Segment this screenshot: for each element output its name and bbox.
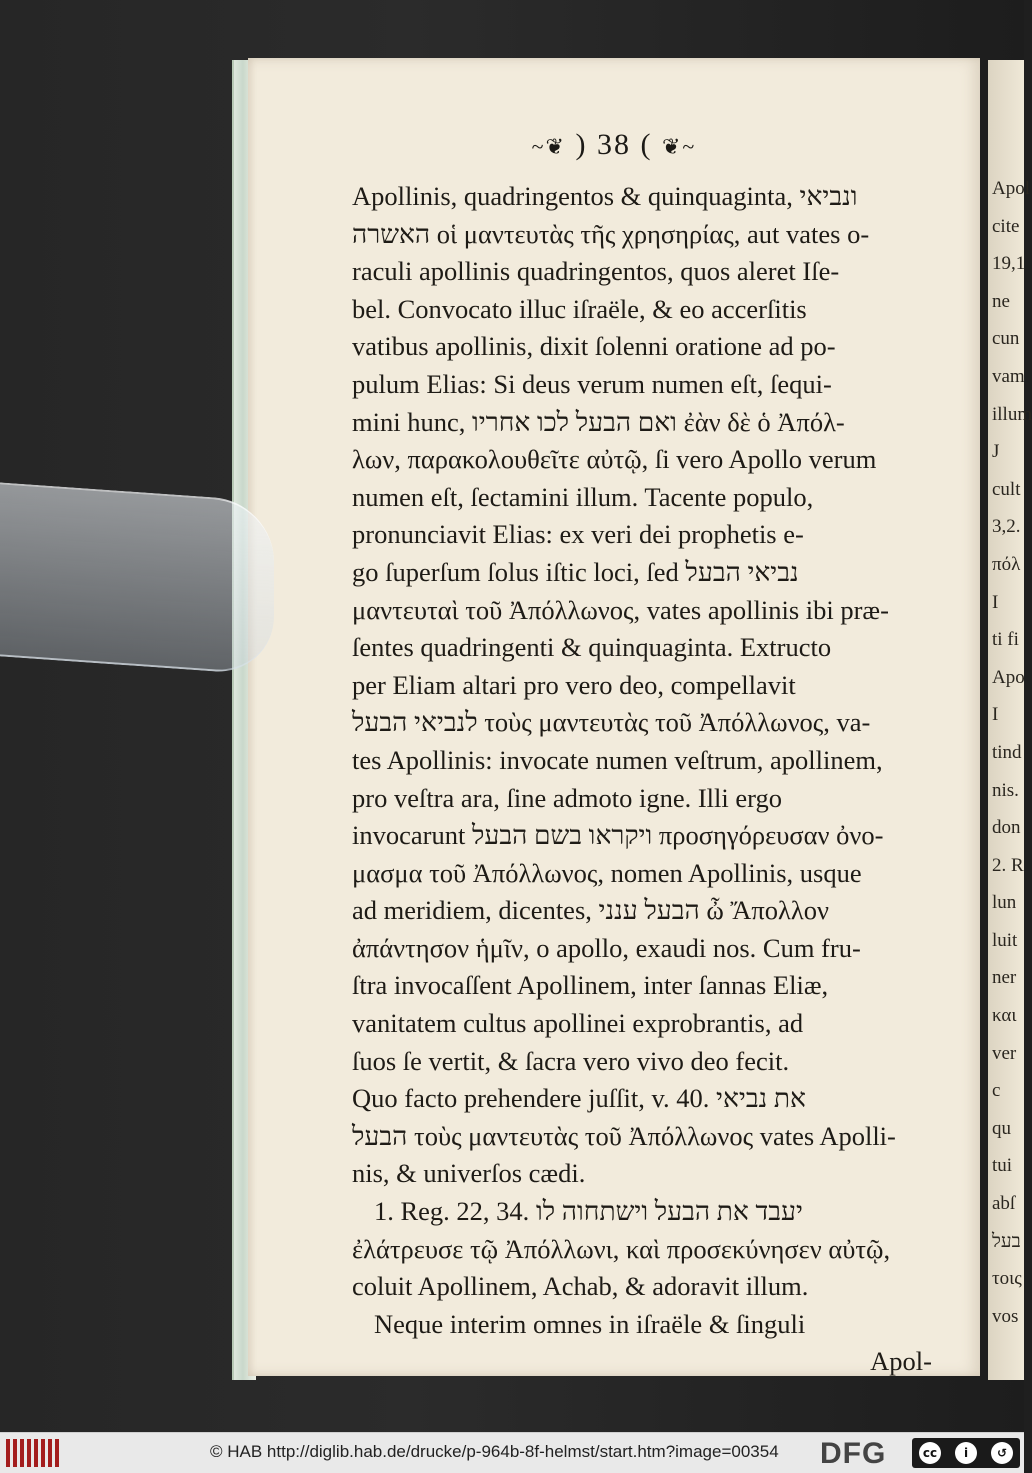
adjacent-page-fragment: cite: [992, 215, 1020, 237]
adjacent-page-fragment: Apo: [992, 666, 1025, 688]
footer-bar: [0, 1432, 1024, 1473]
text-line: go ſuperſum ſolus iſtic loci, ſed נביאי הבעל: [352, 556, 799, 587]
adjacent-page-fragment: 19,1: [992, 253, 1026, 275]
dfg-logo: DFG: [820, 1437, 887, 1470]
adjacent-page-fragment: και: [992, 1005, 1017, 1027]
adjacent-page-fragment: ver: [992, 1042, 1017, 1064]
text-line: pronunciavit Elias: ex veri dei prophetis e-: [352, 519, 804, 550]
adjacent-page-fragment: don: [992, 817, 1021, 839]
text-line: invocarunt ויקראו בשם הבעל προσηγόρευσαν ὀνο-: [352, 820, 884, 851]
text-line: per Eliam altari pro vero deo, compellavit: [352, 669, 796, 700]
glass-ruler: [0, 482, 274, 675]
text-line: ἀπάντησον ἡμῖν, o apollo, exaudi nos. Cum fru-: [352, 932, 861, 963]
adjacent-page-fragment: qu: [992, 1117, 1011, 1139]
adjacent-page-fragment: c: [992, 1080, 1001, 1102]
text-line: pulum Elias: Si deus verum numen eſt, ſequi-: [352, 368, 832, 399]
page-text: [352, 178, 932, 1381]
adjacent-page-fragment: ner: [992, 967, 1017, 989]
text-line: הבעל τοὺς μαντευτὰς τοῦ Ἀπόλλωνος vates Apolli-: [352, 1120, 896, 1151]
text-line: 1. Reg. 22, 34. יעבד את הבעל וישתחוה לו: [374, 1196, 803, 1227]
adjacent-page-fragment: cult: [992, 478, 1021, 500]
text-line: האשרה οἱ μαντευτὰς τῆς χρησηρίας, aut vates o-: [352, 218, 870, 249]
left-ornament: ~❦: [531, 134, 566, 159]
adjacent-page-fragment: vam: [992, 365, 1025, 387]
text-line: coluit Apollinem, Achab, & adoravit illum.: [352, 1271, 809, 1302]
by-icon: i: [955, 1442, 977, 1464]
adjacent-page-text: [992, 170, 1032, 1335]
text-line: Neque interim omnes in iſraële & ſinguli: [374, 1308, 806, 1339]
text-line: ad meridiem, dicentes, הבעל ענני ὦ Ἄπολλον: [352, 895, 829, 926]
text-line: Quo facto prehendere juſſit, v. 40. את נביאי: [352, 1083, 806, 1114]
text-line: mini hunc, ואם הבעל לכו אחריו ἐὰν δὲ ὁ Ἀπόλ-: [352, 406, 845, 437]
text-line: μαντευταὶ τοῦ Ἀπόλλωνος, vates apollinis ibi præ-: [352, 594, 889, 625]
adjacent-page-fragment: illum: [992, 403, 1032, 425]
text-line: vatibus apollinis, dixit ſolenni oratione ad po-: [352, 331, 836, 362]
adjacent-page-fragment: nis.: [992, 779, 1019, 801]
adjacent-page-fragment: vos: [992, 1305, 1019, 1327]
adjacent-page-fragment: I: [992, 591, 999, 613]
right-ornament: ❦~: [661, 134, 697, 159]
cc-license-icon[interactable]: [912, 1438, 1020, 1468]
adjacent-page-fragment: I: [992, 704, 999, 726]
text-line: bel. Convocato illuc iſraële, & eo accerſitis: [352, 293, 807, 324]
text-line: ſtra invocaſſent Apollinem, inter ſannas Eliæ,: [352, 970, 829, 1001]
adjacent-page-fragment: בעל: [992, 1230, 1021, 1252]
text-line: pro veſtra ara, ſine admoto igne. Illi ergo: [352, 782, 782, 813]
text-line: raculi apollinis quadringentos, quos aleret Iſe-: [352, 256, 840, 287]
text-line: ἐλάτρευσε τῷ Ἀπόλλωνι, καὶ προσεκύνησεν αὐτῷ,: [352, 1233, 891, 1264]
adjacent-page-fragment: 2. R: [992, 854, 1024, 876]
page-header: [248, 128, 980, 162]
sa-icon: ↺: [991, 1442, 1013, 1464]
adjacent-page-edge: [988, 60, 1032, 1380]
cc-icon: cc: [919, 1442, 941, 1464]
book-page: [248, 58, 980, 1376]
text-line: nis, & univerſos cædi.: [352, 1158, 586, 1189]
adjacent-page-fragment: lun: [992, 892, 1017, 914]
page-number: ) 38 (: [575, 128, 653, 161]
adjacent-page-fragment: abſ: [992, 1193, 1016, 1215]
adjacent-page-fragment: tind: [992, 741, 1022, 763]
adjacent-page-fragment: tui: [992, 1155, 1013, 1177]
adjacent-page-fragment: ti fi: [992, 629, 1019, 651]
text-line: לנביאי הבעל τοὺς μαντευτὰς τοῦ Ἀπόλλωνος, va-: [352, 707, 871, 738]
adjacent-page-fragment: πόλ: [992, 553, 1021, 575]
barcode-icon: [6, 1439, 59, 1467]
text-line: Apollinis, quadringentos & quinquaginta, ונביאי: [352, 181, 858, 211]
adjacent-page-fragment: cun: [992, 328, 1020, 350]
catchword: Apol-: [870, 1346, 932, 1377]
text-line: μασμα τοῦ Ἀπόλλωνος, nomen Apollinis, usque: [352, 857, 862, 888]
adjacent-page-fragment: ne: [992, 290, 1010, 312]
adjacent-page-fragment: τοις: [992, 1268, 1022, 1290]
adjacent-page-fragment: Apol: [992, 178, 1030, 199]
text-line: tes Apollinis: invocate numen veſtrum, apollinem,: [352, 744, 883, 775]
copyright-link[interactable]: © HAB http://diglib.hab.de/drucke/p-964b-8f-helmst/start.htm?image=00354: [210, 1442, 779, 1461]
text-line: λων, παρακολουθεῖτε αὐτῷ, ſi vero Apollo verum: [352, 444, 877, 475]
adjacent-page-fragment: 3,2.: [992, 516, 1021, 538]
text-line: ſuos ſe vertit, & ſacra vero vivo deo fecit.: [352, 1045, 790, 1076]
adjacent-page-fragment: luit: [992, 929, 1018, 951]
text-line: ſentes quadringenti & quinquaginta. Extructo: [352, 632, 832, 663]
text-line: vanitatem cultus apollinei exprobrantis, ad: [352, 1008, 804, 1039]
text-line: numen eſt, ſectamini illum. Tacente populo,: [352, 481, 814, 512]
adjacent-page-fragment: J: [992, 441, 1000, 463]
